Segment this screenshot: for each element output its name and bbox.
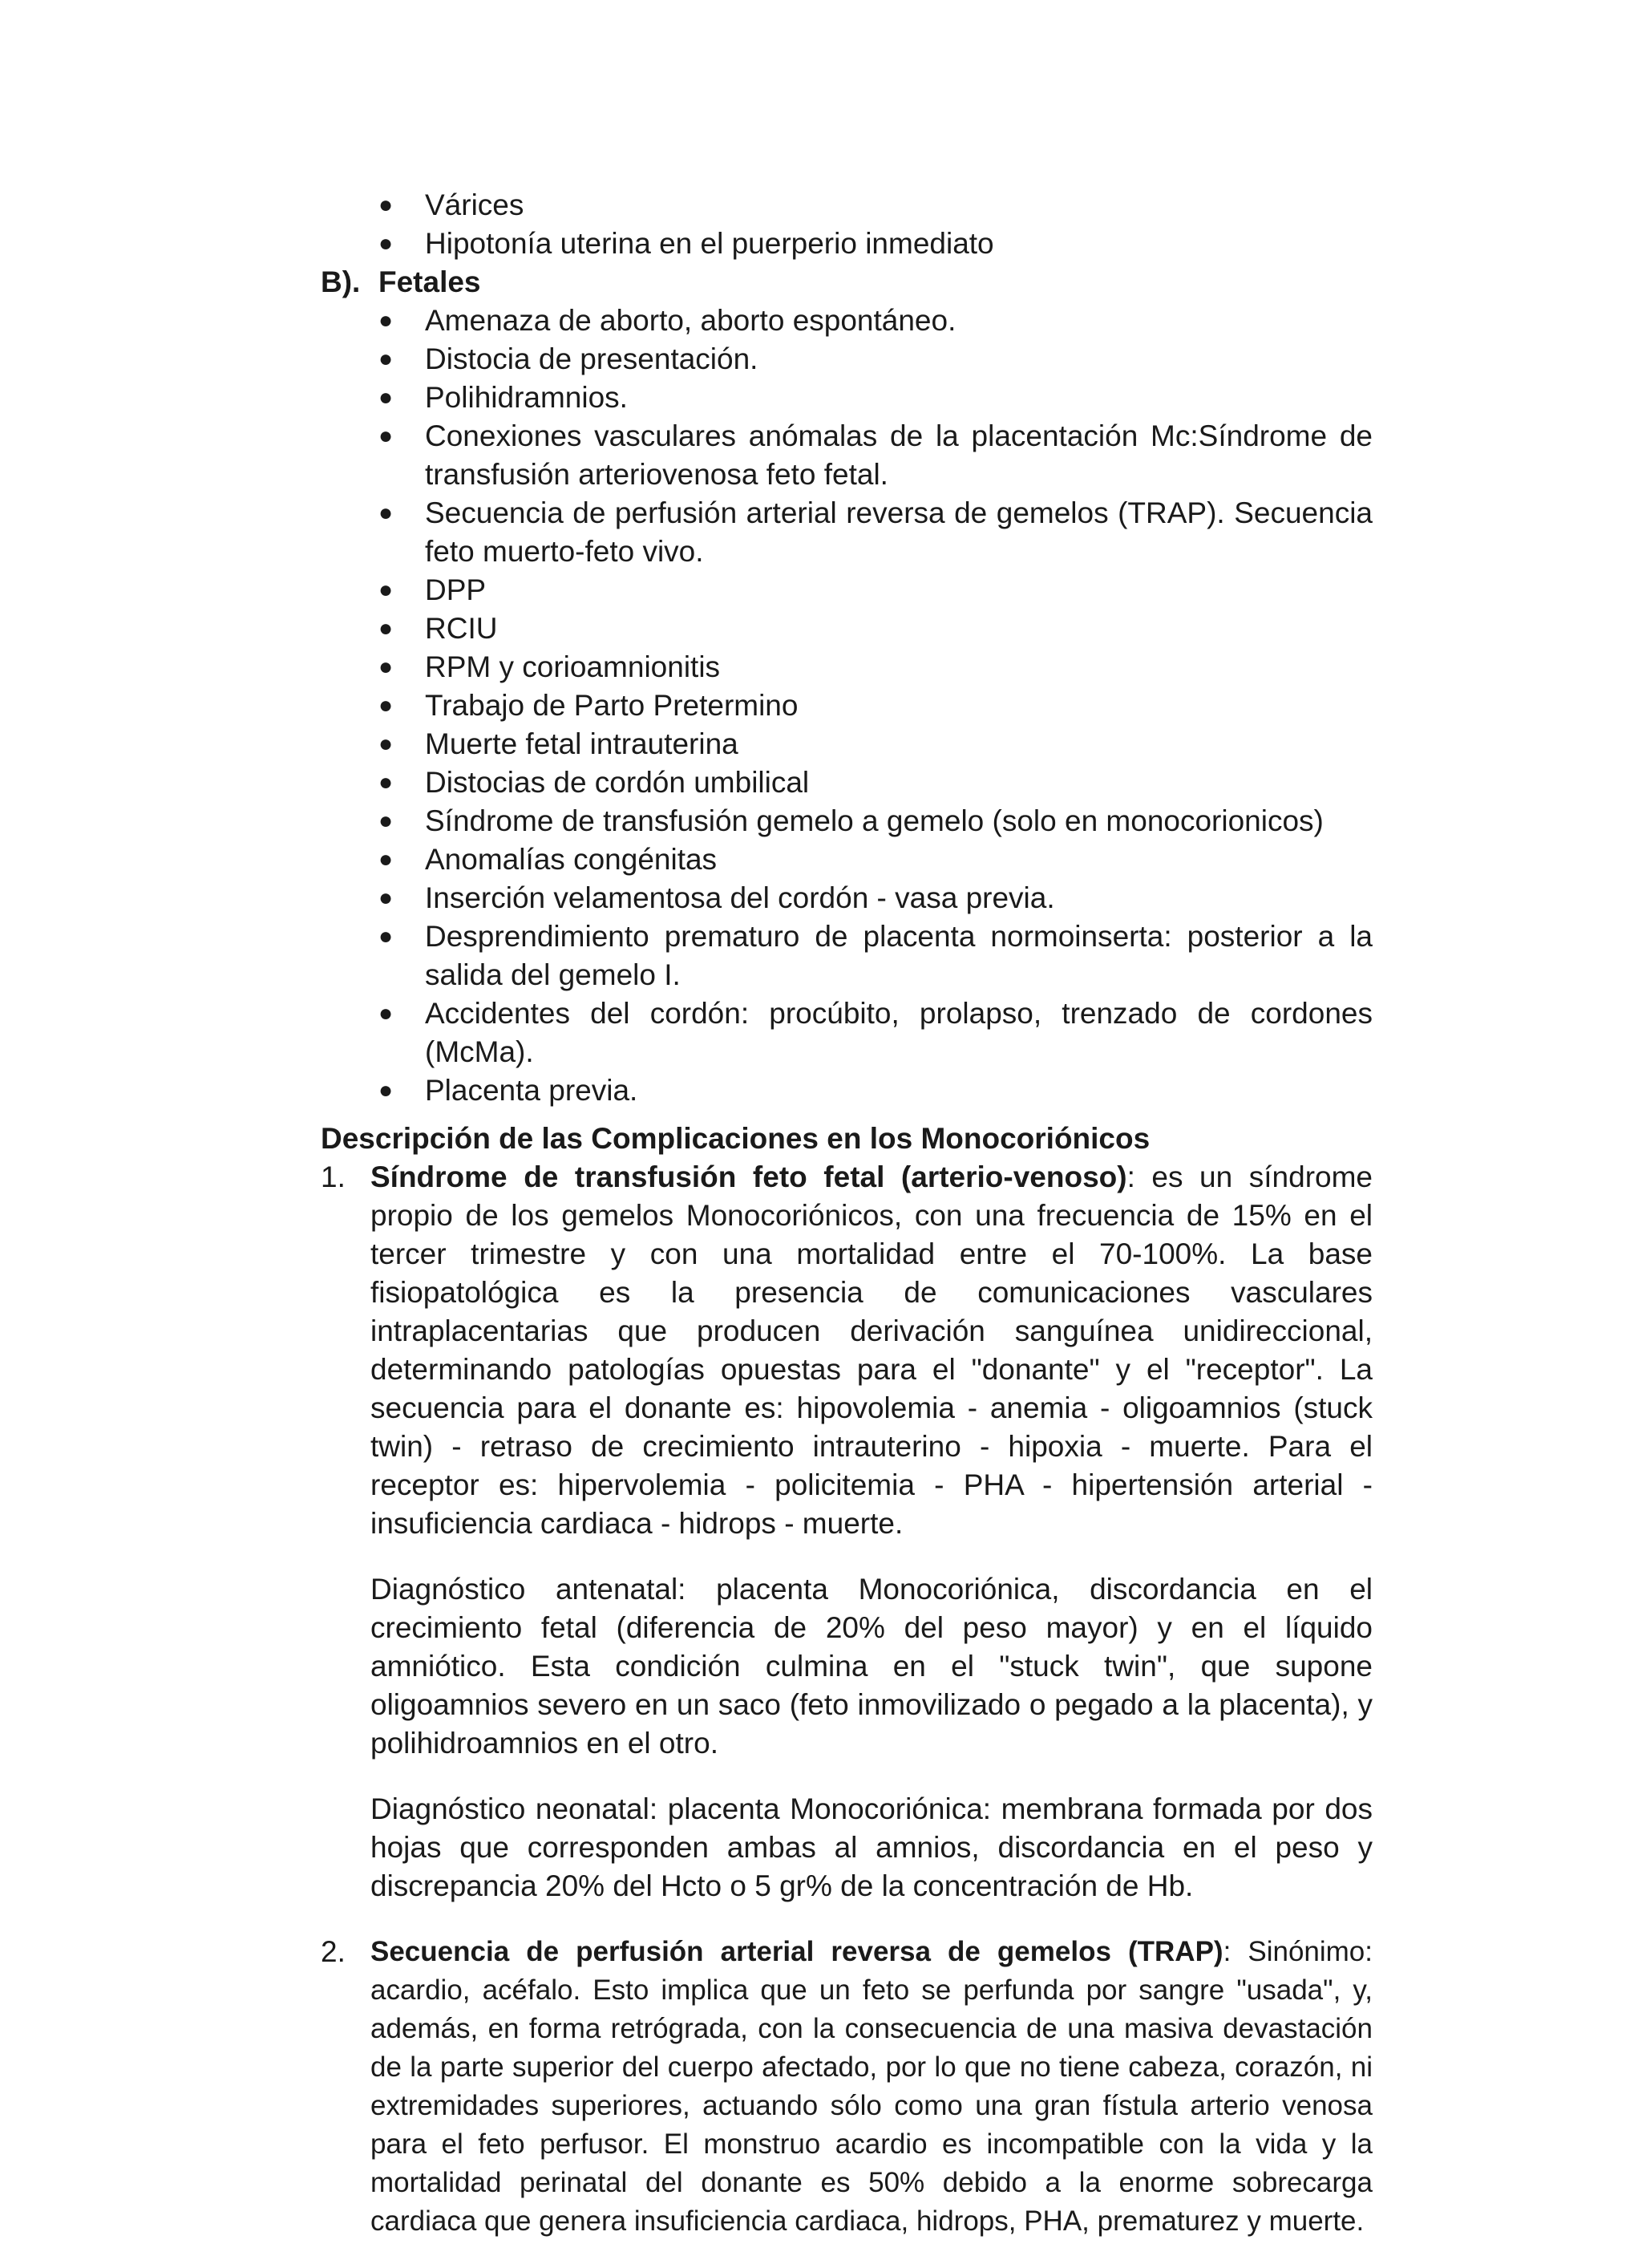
list-item: ● Secuencia de perfusión arterial reversa de gemelos (TRAP). Secuencia feto muerto-feto vivo. — [321, 494, 1373, 571]
list-item: ● Accidentes del cordón: procúbito, prolapso, trenzado de cordones (McMa). — [321, 994, 1373, 1071]
list-item: ● Síndrome de transfusión gemelo a gemelo (solo en monocorionicos) — [321, 802, 1373, 840]
fetal-section-heading — [321, 263, 1373, 302]
bullet-icon: ● — [378, 1077, 394, 1104]
list-item: ● Desprendimiento prematuro de placenta normoinserta: posterior a la salida del gemelo I. — [321, 917, 1373, 994]
list-item: ● Anomalías congénitas — [321, 840, 1373, 879]
section-marker: B). — [321, 265, 361, 298]
bullet-icon: ● — [378, 808, 394, 834]
item-paragraph — [370, 1158, 1373, 1543]
item-text: : es un síndrome propio de los gemelos Monocoriónicos, con una frecuencia de 15% en el tercer trimestre y con una mortalidad entre el 70-100%. La base fisiopatológica es la presencia de comunicaciones vasculares intraplacentarias que producen derivación sanguínea unidireccional, determinando patologías opuestas para el "donante" y el "receptor". La secuencia para el donante es: hipovolemia - anemia - oligoamnios (stuck twin) - retraso de crecimiento intrauterino - hipoxia - muerte. Para el receptor es: hipervolemia - policitemia - PHA - hipertensión arterial - insuficiencia cardiaca - hidrops - muerte. — [370, 1160, 1373, 1540]
list-item: ● Conexiones vasculares anómalas de la placentación Mc:Síndrome de transfusión arteriovenosa feto fetal. — [321, 417, 1373, 494]
bullet-icon: ● — [378, 923, 394, 950]
list-item: ● Amenaza de aborto, aborto espontáneo. — [321, 302, 1373, 340]
bullet-icon: ● — [378, 654, 394, 680]
list-item: ● Várices — [321, 186, 1373, 225]
item-number: 2. — [321, 1935, 346, 1968]
bullet-icon: ● — [378, 846, 394, 873]
bullet-icon: ● — [378, 1000, 394, 1027]
list-item: ● Inserción velamentosa del cordón - vasa previa. — [321, 879, 1373, 917]
item-text: : Sinónimo: acardio, acéfalo. Esto implica que un feto se perfunda por sangre "usada", y, además, en forma retrógrada, con la consecuencia de una masiva devastación de la parte superior del cuerpo afectado, por lo que no tiene cabeza, corazón, ni extremidades superiores, actuando sólo como una gran fístula arterio venosa para el feto perfusor. El monstruo acardio es incompatible con la vida y la mortalidad perinatal del donante es 50% debido a la enorme sobrecarga cardiaca que genera insuficiencia cardiaca, hidrops, PHA, prematurez y muerte. — [370, 1936, 1373, 2237]
description-item-ttts — [321, 1158, 1373, 1906]
description-item-trap — [321, 1933, 1373, 2241]
list-item: ● RPM y corioamnionitis — [321, 648, 1373, 686]
bullet-icon: ● — [378, 769, 394, 796]
bullet-icon: ● — [378, 692, 394, 719]
bullet-icon: ● — [378, 500, 394, 526]
list-item: ● Hipotonía uterina en el puerperio inmediato — [321, 225, 1373, 263]
description-list — [321, 1158, 1373, 2241]
item-paragraph — [370, 1933, 1373, 2241]
maternal-complications-list — [321, 186, 1373, 263]
bullet-icon: ● — [378, 885, 394, 911]
bullet-icon: ● — [378, 192, 394, 218]
description-title: Descripción de las Complicaciones en los Monocoriónicos — [321, 1122, 1151, 1155]
bullet-icon: ● — [378, 577, 394, 603]
list-item: ● Placenta previa. — [321, 1071, 1373, 1110]
list-item: ● Trabajo de Parto Pretermino — [321, 686, 1373, 725]
bullet-icon: ● — [378, 615, 394, 642]
bullet-icon: ● — [378, 423, 394, 449]
item-number: 1. — [321, 1160, 346, 1193]
bullet-icon: ● — [378, 307, 394, 334]
list-item: ● Distocia de presentación. — [321, 340, 1373, 379]
item-term: Secuencia de perfusión arterial reversa de gemelos (TRAP) — [370, 1936, 1223, 1967]
bullet-icon: ● — [378, 230, 394, 257]
antenatal-paragraph: Diagnóstico antenatal: placenta Monocoriónica, discordancia en el crecimiento fetal (diferencia de 20% del peso mayor) y en el líquido amniótico. Esta condición culmina en el "stuck twin", que supone oligoamnios severo en un saco (feto inmovilizado o pegado a la placenta), y polihidroamnios en el otro. — [370, 1573, 1373, 1760]
item-term: Síndrome de transfusión feto fetal (arterio-venoso) — [370, 1160, 1127, 1193]
bullet-icon: ● — [378, 384, 394, 411]
bullet-icon: ● — [378, 346, 394, 372]
list-item: ● Distocias de cordón umbilical — [321, 763, 1373, 802]
bullet-icon: ● — [378, 731, 394, 757]
list-item: ● RCIU — [321, 610, 1373, 648]
list-item: ● Polihidramnios. — [321, 379, 1373, 417]
section-heading-text: Fetales — [378, 265, 481, 298]
neonatal-paragraph: Diagnóstico neonatal: placenta Monocoriónica: membrana formada por dos hojas que corresponden ambas al amnios, discordancia en el peso y discrepancia 20% del Hcto o 5 gr% de la concentración de Hb. — [370, 1792, 1373, 1902]
list-item: ● DPP — [321, 571, 1373, 610]
fetal-complications-list — [321, 302, 1373, 1110]
page-content — [321, 186, 1373, 2268]
list-item: ● Muerte fetal intrauterina — [321, 725, 1373, 763]
